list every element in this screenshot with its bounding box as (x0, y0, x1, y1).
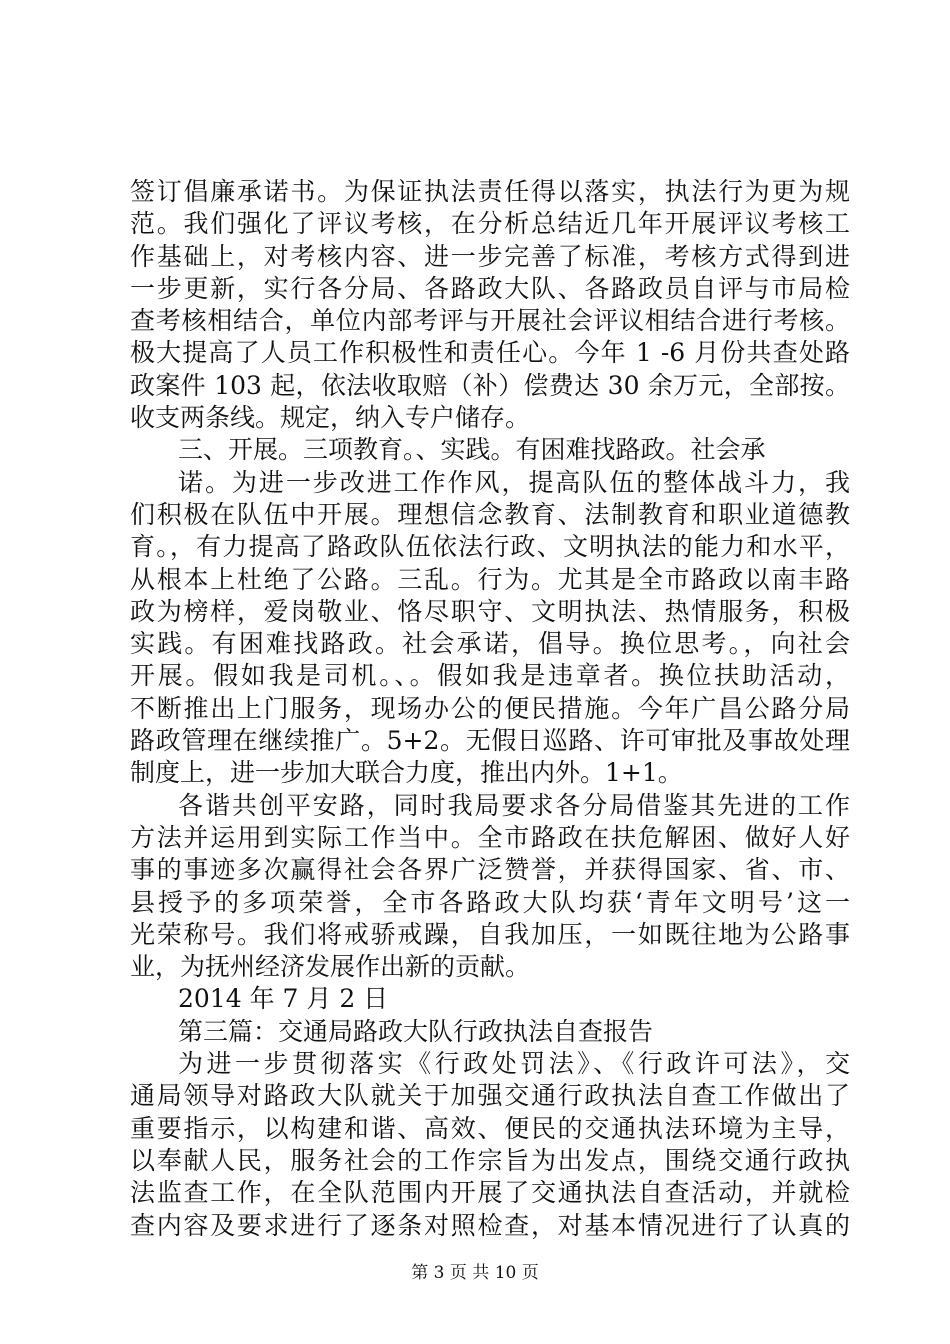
text-line: 收支两条线。规定，纳入专户储存。 (130, 403, 531, 433)
text-line: 法监查工作，在全队范围内开展了交通执法自查活动，并就检 (130, 1178, 850, 1208)
text-line: 查内容及要求进行了逐条对照检查，对基本情况进行了认真的 (130, 1210, 850, 1240)
text-line: 通局领导对路政大队就关于加强交通行政执法自查工作做出了 (130, 1081, 850, 1111)
document-body (130, 176, 850, 1242)
text-line: 2014 年 7 月 2 日 (178, 984, 389, 1014)
text-line: 们积极在队伍中开展。理想信念教育、法制教育和职业道德教 (130, 499, 850, 529)
text-line: 政案件 103 起，依法收取赔（补）偿费达 30 余万元，全部按。 (130, 370, 850, 400)
text-line: 诺。为进一步改进工作作风，提高队伍的整体战斗力，我 (178, 467, 850, 497)
text-line: 以奉献人民，服务社会的工作宗旨为出发点，围绕交通行政执 (130, 1145, 850, 1175)
text-line: 政为榜样，爱岗敬业、恪尽职守、文明执法、热情服务，积极 (130, 596, 850, 626)
text-line: 为进一步贯彻落实《行政处罚法》、《行政许可法》，交 (178, 1049, 850, 1079)
text-line: 实践。有困难找路政。社会承诺，倡导。换位思考。，向社会 (130, 629, 850, 659)
text-line: 从根本上杜绝了公路。三乱。行为。尤其是全市路政以南丰路 (130, 564, 850, 594)
text-line: 业，为抚州经济发展作出新的贡献。 (130, 952, 531, 982)
text-line: 不断推出上门服务，现场办公的便民措施。今年广昌公路分局 (130, 693, 850, 723)
text-line: 光荣称号。我们将戒骄戒躁，自我加压，一如既往地为公路事 (130, 919, 850, 949)
text-line: 育。，有力提高了路政队伍依法行政、文明执法的能力和水平， (130, 532, 850, 562)
text-line: 各谐共创平安路，同时我局要求各分局借鉴其先进的工作 (178, 790, 850, 820)
text-line: 制度上，进一步加大联合力度，推出内外。1+1。 (130, 758, 683, 788)
text-line: 路政管理在继续推广。5+2。无假日巡路、许可审批及事故处理 (130, 726, 850, 756)
text-line: 一步更新，实行各分局、各路政大队、各路政员自评与市局检 (130, 273, 850, 303)
text-line: 极大提高了人员工作积极性和责任心。今年 1 -6 月份共查处路 (130, 338, 850, 368)
text-line: 三、开展。三项教育。、实践。有困难找路政。社会承 (178, 435, 766, 465)
text-line: 范。我们强化了评议考核，在分析总结近几年开展评议考核工 (130, 209, 850, 239)
page-footer (0, 1262, 950, 1284)
text-line: 方法并运用到实际工作当中。全市路政在扶危解困、做好人好 (130, 822, 850, 852)
text-line: 签订倡廉承诺书。为保证执法责任得以落实，执法行为更为规 (130, 177, 850, 206)
text-line: 事的事迹多次赢得社会各界广泛赞誉，并获得国家、省、市、 (130, 855, 850, 885)
page-number: 第 3 页 共 10 页 (411, 1263, 539, 1283)
text-line: 查考核相结合，单位内部考评与开展社会评议相结合进行考核。 (130, 306, 850, 336)
text-line: 开展。假如我是司机。、。假如我是违章者。换位扶助活动， (130, 661, 850, 691)
text-line: 重要指示，以构建和谐、高效、便民的交通执法环境为主导， (130, 1113, 850, 1143)
text-line: 县授予的多项荣誉，全市各路政大队均获‘青年文明号’这一 (130, 887, 850, 917)
text-line: 第三篇：交通局路政大队行政执法自查报告 (178, 1016, 654, 1046)
text-line: 作基础上，对考核内容、进一步完善了标准，考核方式得到进 (130, 241, 850, 271)
